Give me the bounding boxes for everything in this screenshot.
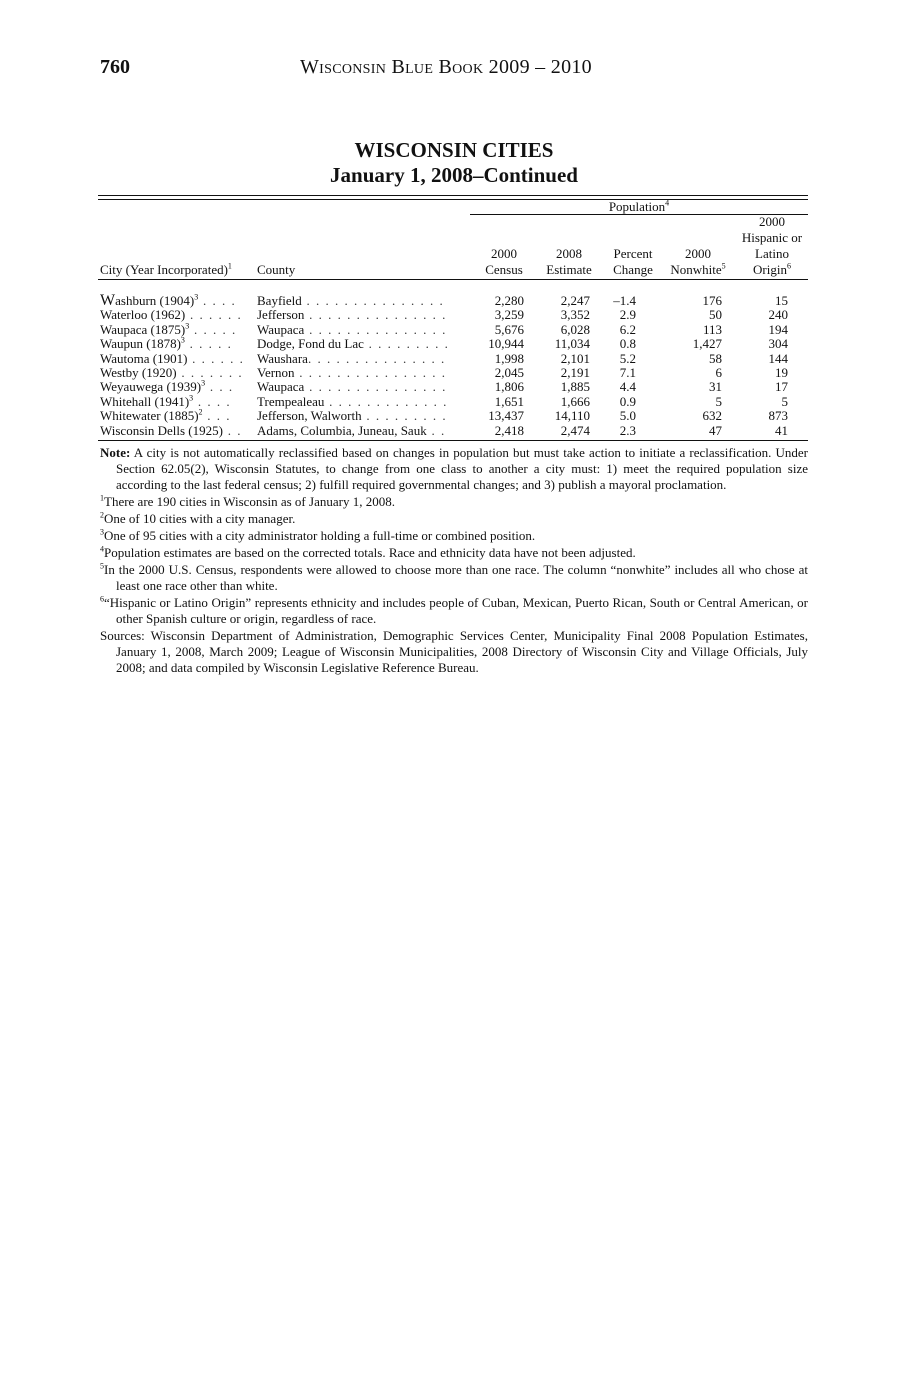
city-cell: Wautoma (1901) . . . . . . xyxy=(100,351,245,366)
notes-section xyxy=(100,445,808,677)
hispanic-origin-cell: 19 xyxy=(775,364,788,380)
column-header-county: County xyxy=(257,262,296,277)
estimate-2008-cell: 1,666 xyxy=(560,393,590,409)
column-header-nonwhite: 2000 Nonwhite$^5$ xyxy=(670,246,726,277)
column-header-census: 2000 Census xyxy=(485,246,523,277)
nonwhite-cell: 58 xyxy=(709,350,722,366)
percent-change-cell: 5.0 xyxy=(619,408,636,424)
table-row xyxy=(100,294,808,308)
percent-change-cell: 4.4 xyxy=(619,379,636,395)
column-header-city: City (Year Incorporated)$^1$ xyxy=(100,261,232,277)
percent-change-cell: –1.4 xyxy=(613,293,636,308)
header-bottom-rule xyxy=(98,279,808,280)
hispanic-origin-cell: 144 xyxy=(768,350,788,366)
estimate-2008-cell: 2,474 xyxy=(560,422,590,438)
note-paragraph: Note: A city is not automatically reclassified based on changes in population but must take action to initiate a reclassification. Under Section 62.05(2), Wisconsin Statutes, to change from one class to another a city must: 1) meet the required population size according to the last federal census; 2) fulfill required governmental changes; and 3) publish a mayoral proclamation. xyxy=(100,445,808,492)
nonwhite-cell: 31 xyxy=(709,379,722,395)
nonwhite-cell: 176 xyxy=(702,293,722,308)
census-2000-cell: 10,944 xyxy=(488,336,524,352)
table-body xyxy=(100,294,808,438)
hispanic-origin-cell: 873 xyxy=(768,408,788,424)
hispanic-origin-cell: 240 xyxy=(768,307,788,323)
city-cell: Weyauwega $(1939)^3$ . . . xyxy=(100,380,234,395)
nonwhite-cell: 113 xyxy=(702,321,722,337)
city-cell: Wisconsin Dells (1925) . . xyxy=(100,423,242,438)
running-head xyxy=(100,56,810,86)
city-cell: Waterloo (1962) . . . . . . xyxy=(100,308,243,323)
footnote-3: $^3$One of 95 cities with a city administrator holding a full-time or combined position. xyxy=(100,527,536,543)
table-row xyxy=(100,337,808,351)
estimate-2008-cell: 2,247 xyxy=(560,293,590,308)
nonwhite-cell: 6 xyxy=(715,364,722,380)
table-row xyxy=(100,424,808,438)
hispanic-origin-cell: 17 xyxy=(775,379,788,395)
table-title-line-1: WISCONSIN CITIES xyxy=(354,138,554,162)
estimate-2008-cell: 14,110 xyxy=(554,408,590,424)
county-cell: Adams, Columbia, Juneau, Sauk . . xyxy=(257,423,446,438)
county-cell: Bayfield . . . . . . . . . . . . . . . xyxy=(257,294,445,308)
population-group-header: Population$^4$ xyxy=(608,198,670,214)
census-2000-cell: 3,259 xyxy=(494,307,524,323)
percent-change-cell: 2.3 xyxy=(619,422,636,438)
table-bottom-rule xyxy=(98,440,808,441)
city-cell: Waupun $(1878)^3$ . . . . . xyxy=(100,337,233,352)
nonwhite-cell: 632 xyxy=(702,408,722,424)
census-2000-cell: 2,418 xyxy=(494,422,524,438)
sources-paragraph: Sources: Wisconsin Department of Administration, Demographic Services Center, Municipality Final 2008 Population Estimates, January 1, 2008, March 2009; League of Wisconsin Municipalities, 2008 Directory of Wisconsin City and Village Officials, July 2008; and data compiled by Wisconsin Legislative Reference Bureau. xyxy=(100,628,808,675)
table-row xyxy=(100,352,808,366)
percent-change-cell: 6.2 xyxy=(619,321,636,337)
county-cell: Waupaca . . . . . . . . . . . . . . . xyxy=(257,322,447,337)
table-title-line-2: January 1, 2008–Continued xyxy=(330,163,578,187)
county-cell: Waupaca . . . . . . . . . . . . . . . xyxy=(257,380,447,395)
hispanic-origin-cell: 41 xyxy=(775,422,788,438)
census-2000-cell: 2,280 xyxy=(494,293,524,308)
estimate-2008-cell: 2,191 xyxy=(560,364,590,380)
nonwhite-cell: 5 xyxy=(715,393,722,409)
column-header-percent-change: Percent Change xyxy=(613,246,653,277)
nonwhite-cell: 1,427 xyxy=(692,336,722,352)
county-cell: Trempealeau . . . . . . . . . . . . . xyxy=(257,394,448,409)
city-cell: Waupaca $(1875)^3$ . . . . . xyxy=(100,322,237,337)
hispanic-origin-cell: 15 xyxy=(775,293,788,308)
table-row xyxy=(100,366,808,380)
county-cell: Waushara. . . . . . . . . . . . . . . xyxy=(257,351,446,366)
city-cell: Westby (1920) . . . . . . . xyxy=(100,365,244,380)
table-row xyxy=(100,395,808,409)
census-2000-cell: 13,437 xyxy=(488,408,524,424)
county-cell: Jefferson, Walworth . . . . . . . . . xyxy=(257,409,448,424)
page-number: 760 xyxy=(100,56,130,78)
census-2000-cell: 1,806 xyxy=(494,379,524,395)
percent-change-cell: 7.1 xyxy=(619,364,636,380)
book-title: Wisconsin Blue Book 2009 – 2010 xyxy=(300,56,592,78)
percent-change-cell: 0.9 xyxy=(619,393,636,409)
estimate-2008-cell: 2,101 xyxy=(560,350,590,366)
census-2000-cell: 5,676 xyxy=(494,321,524,337)
table-row xyxy=(100,380,808,394)
city-cell: Washburn $(1904)^3$ . . . . xyxy=(100,294,237,309)
hispanic-origin-cell: 5 xyxy=(781,393,788,409)
table-row xyxy=(100,323,808,337)
hispanic-origin-cell: 194 xyxy=(768,321,788,337)
footnote-4: $^4$Population estimates are based on the corrected totals. Race and ethnicity data have not been adjusted. xyxy=(100,544,636,560)
nonwhite-cell: 50 xyxy=(709,307,722,323)
city-cell: Whitewater $(1885)^2$ . . . xyxy=(100,409,232,424)
census-2000-cell: 1,651 xyxy=(494,393,524,409)
percent-change-cell: 2.9 xyxy=(619,307,636,323)
estimate-2008-cell: 1,885 xyxy=(560,379,590,395)
column-header-estimate: 2008 Estimate xyxy=(546,246,592,277)
estimate-2008-cell: 11,034 xyxy=(554,336,590,352)
footnote-6: $^6$“Hispanic or Latino Origin” represents ethnicity and includes people of Cuban, Mexican, Puerto Rican, South or Central American, or other Spanish culture or origin, regardless of race. xyxy=(100,594,808,626)
column-header-hispanic-origin: 2000 Hispanic or Latino Origin$^6$ xyxy=(741,214,803,277)
percent-change-cell: 5.2 xyxy=(619,350,636,366)
census-2000-cell: 2,045 xyxy=(494,364,524,380)
county-cell: Dodge, Fond du Lac . . . . . . . . . xyxy=(257,337,450,352)
estimate-2008-cell: 3,352 xyxy=(560,307,590,323)
county-cell: Jefferson . . . . . . . . . . . . . . . xyxy=(257,308,447,323)
county-cell: Vernon . . . . . . . . . . . . . . . . xyxy=(257,365,447,380)
census-2000-cell: 1,998 xyxy=(494,350,524,366)
city-cell: Whitehall $(1941)^3$ . . . . xyxy=(100,394,232,409)
table-title xyxy=(100,138,808,188)
percent-change-cell: 0.8 xyxy=(619,336,636,352)
hispanic-origin-cell: 304 xyxy=(768,336,788,352)
table-row xyxy=(100,308,808,322)
footnote-5: $^5$In the 2000 U.S. Census, respondents were allowed to choose more than one race. The column “nonwhite” includes all who chose at least one race other than white. xyxy=(100,561,808,593)
nonwhite-cell: 47 xyxy=(709,422,722,438)
table-row xyxy=(100,409,808,423)
footnote-1: $^1$There are 190 cities in Wisconsin as of January 1, 2008. xyxy=(100,493,395,509)
estimate-2008-cell: 6,028 xyxy=(560,321,590,337)
footnote-2: $^2$One of 10 cities with a city manager. xyxy=(100,510,296,526)
